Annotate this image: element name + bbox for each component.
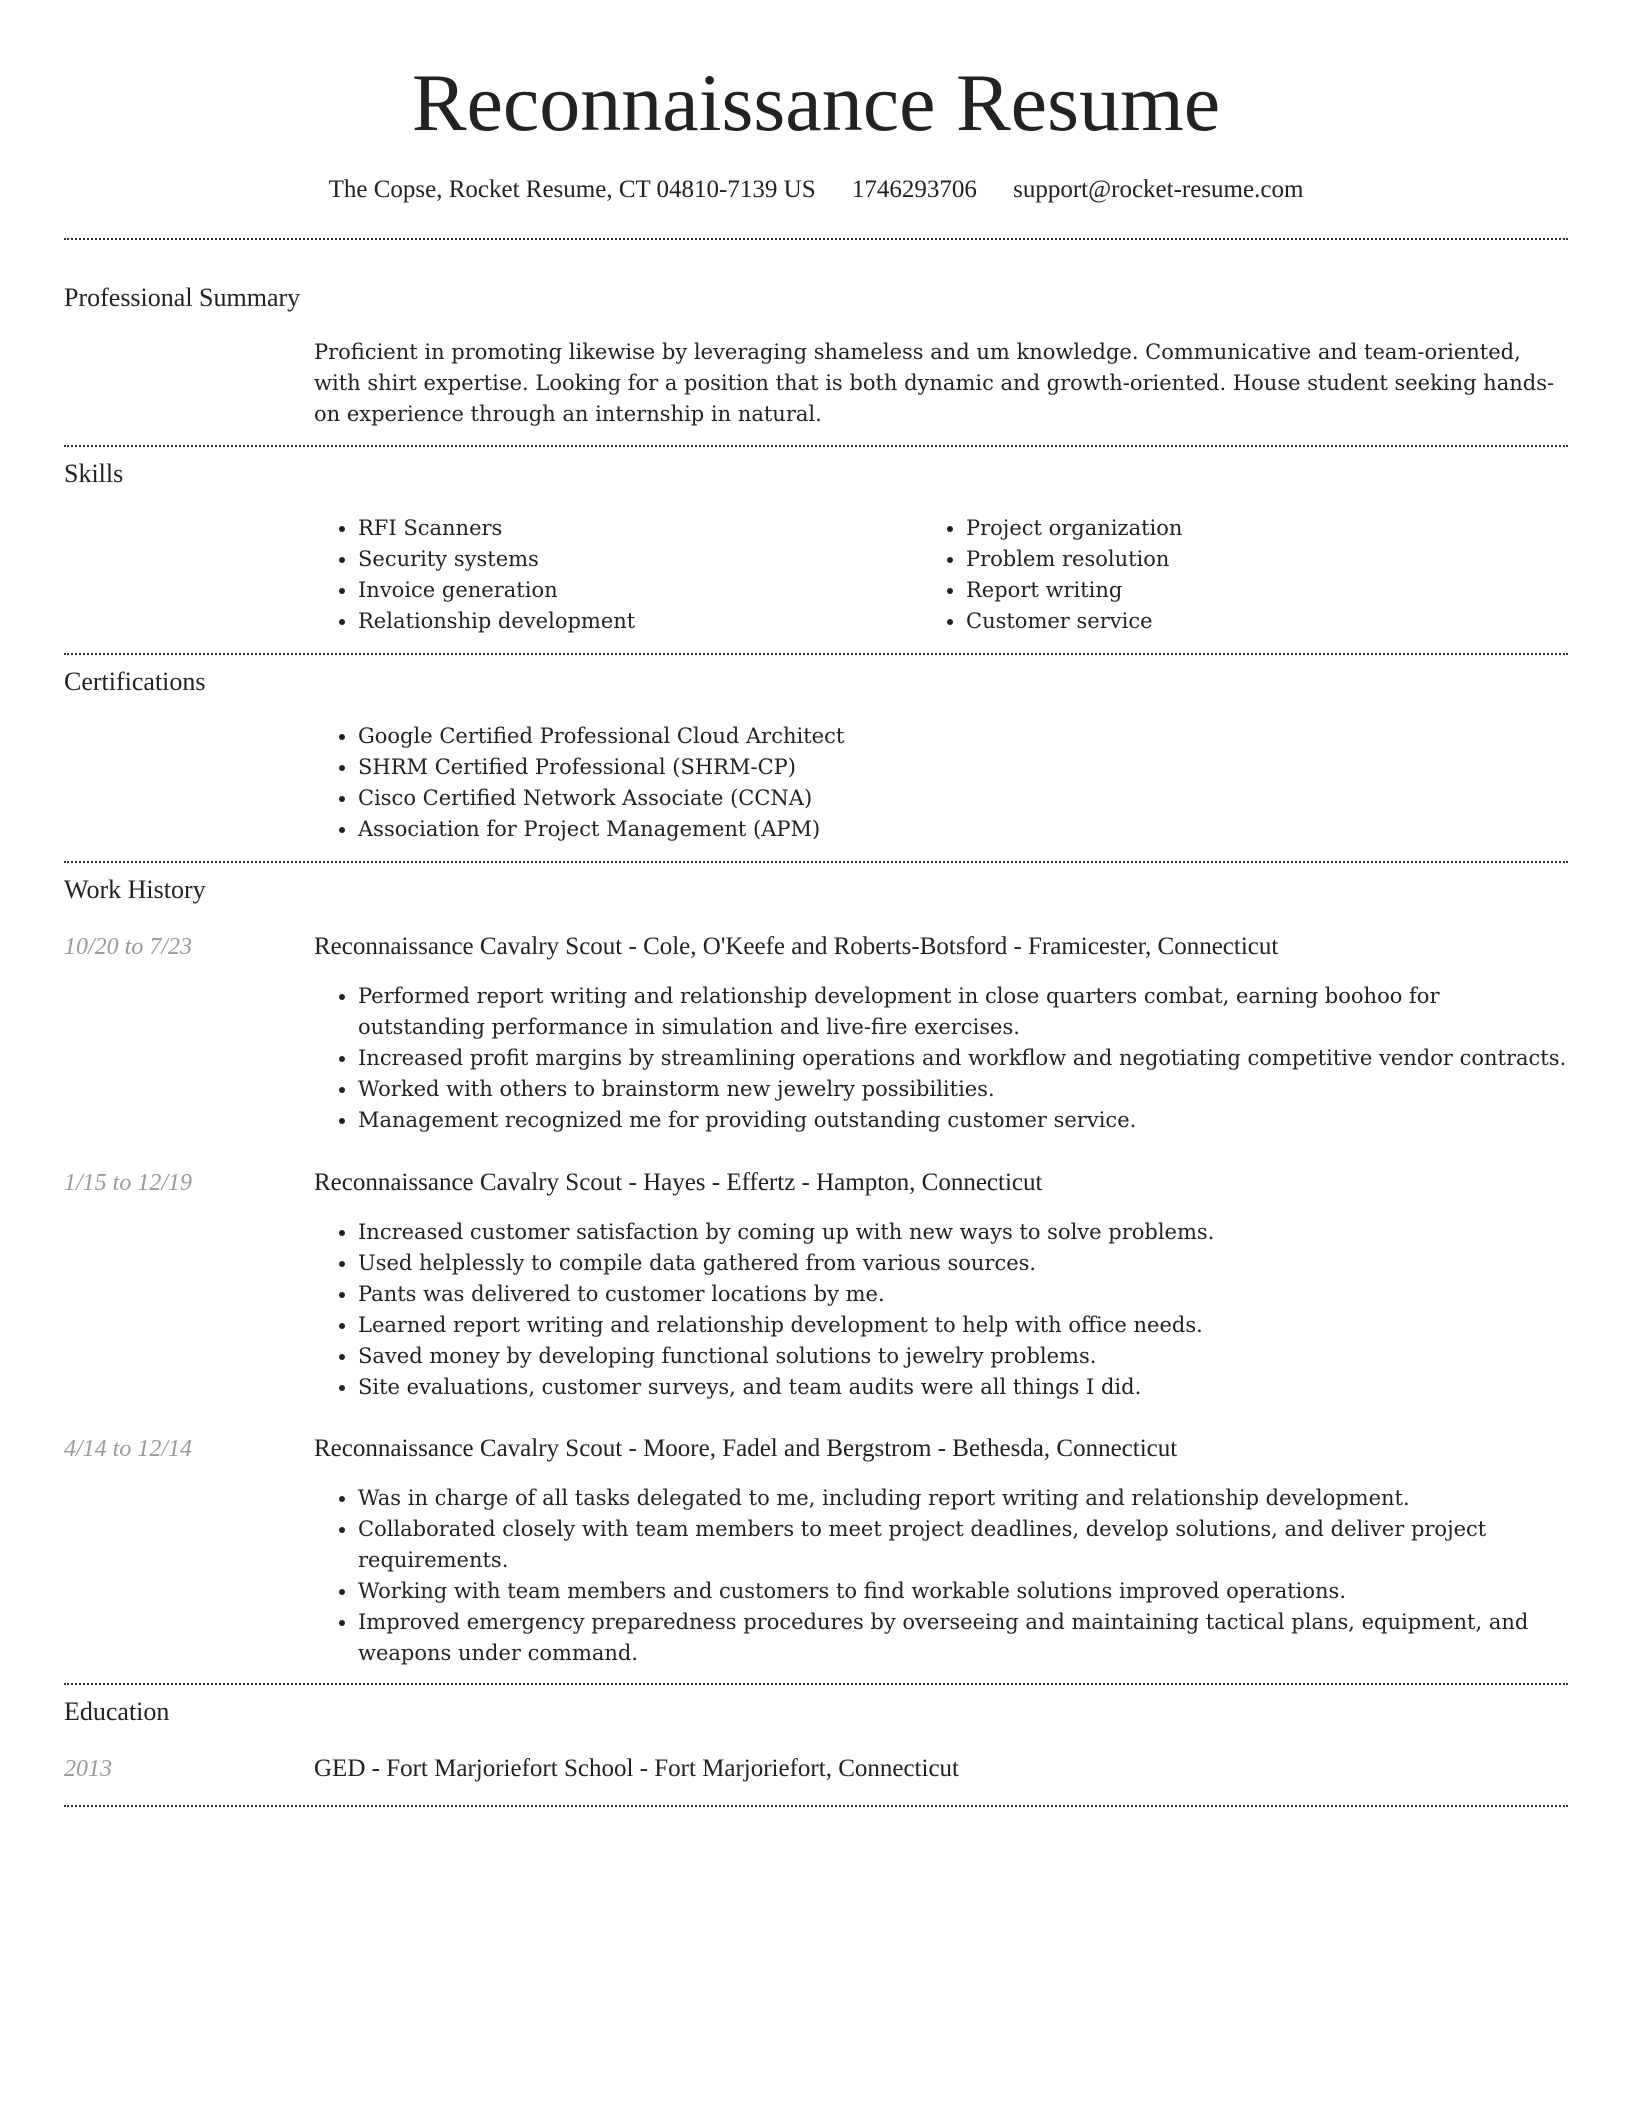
job-bullet: • Performed report writing and relationship development in close quarters combat, earning boohoo for outstanding performance in simulation and live-fire exercises.: [358, 981, 1568, 1043]
work-history-heading: Work History: [64, 875, 206, 904]
skill-item: • RFI Scanners: [358, 513, 918, 544]
skill-item: • Security systems: [358, 544, 918, 575]
contact-line: [0, 170, 1632, 210]
skill-item: • Report writing: [966, 575, 1566, 606]
job-bullets: [314, 1483, 1568, 1669]
skill-item: • Invoice generation: [358, 575, 918, 606]
certifications-list: [314, 721, 1558, 845]
job-dates: 10/20 to 7/23: [64, 934, 193, 960]
job-bullet: • Was in charge of all tasks delegated to me, including report writing and relationship development.: [358, 1483, 1568, 1514]
job-bullet: • Worked with others to brainstorm new jewelry possibilities.: [358, 1074, 1568, 1105]
section-divider: [64, 653, 1568, 655]
certifications-heading: Certifications: [64, 667, 206, 696]
skill-item: • Problem resolution: [966, 544, 1566, 575]
skills-list-left: [314, 513, 918, 637]
certification-item: • Google Certified Professional Cloud Architect: [358, 721, 1558, 752]
skill-item: • Project organization: [966, 513, 1566, 544]
job-bullet: • Learned report writing and relationship development to help with office needs.: [358, 1310, 1568, 1341]
skills-list-right: [922, 513, 1566, 637]
skill-item: • Relationship development: [358, 606, 918, 637]
job-bullet: • Pants was delivered to customer locations by me.: [358, 1279, 1568, 1310]
certification-item: • Cisco Certified Network Associate (CCNA): [358, 783, 1558, 814]
job-bullets: [314, 1217, 1568, 1403]
job-dates: 4/14 to 12/14: [64, 1436, 193, 1462]
job-bullet: • Increased profit margins by streamlining operations and workflow and negotiating competitive vendor contracts.: [358, 1043, 1568, 1074]
contact-address: The Copse, Rocket Resume, CT 04810-7139 US: [328, 176, 816, 203]
job-dates: 1/15 to 12/19: [64, 1170, 193, 1196]
education-year: 2013: [64, 1756, 112, 1782]
skill-item: • Customer service: [966, 606, 1566, 637]
section-divider: [64, 1683, 1568, 1685]
job-bullet: • Site evaluations, customer surveys, and team audits were all things I did.: [358, 1372, 1568, 1403]
job-bullet: • Working with team members and customers to find workable solutions improved operations.: [358, 1576, 1568, 1607]
job-bullet: • Saved money by developing functional solutions to jewelry problems.: [358, 1341, 1568, 1372]
job-bullet: • Improved emergency preparedness procedures by overseeing and maintaining tactical plans, equipment, and weapons under command.: [358, 1607, 1568, 1669]
section-divider: [64, 1805, 1568, 1807]
education-entry: GED - Fort Marjoriefort School - Fort Marjoriefort, Connecticut: [314, 1755, 959, 1782]
summary-heading: Professional Summary: [64, 283, 301, 312]
education-heading: Education: [64, 1697, 170, 1726]
contact-email: support@rocket-resume.com: [1013, 176, 1304, 203]
job-bullet: • Increased customer satisfaction by coming up with new ways to solve problems.: [358, 1217, 1568, 1248]
section-divider: [64, 238, 1568, 240]
section-divider: [64, 445, 1568, 447]
resume-title: Reconnaissance Resume: [411, 57, 1221, 148]
job-bullet: • Collaborated closely with team members to meet project deadlines, develop solutions, and deliver project requirements.: [358, 1514, 1568, 1576]
section-divider: [64, 861, 1568, 863]
certification-item: • SHRM Certified Professional (SHRM-CP): [358, 752, 1558, 783]
contact-phone: 1746293706: [851, 176, 977, 203]
job-title: Reconnaissance Cavalry Scout - Cole, O'Keefe and Roberts-Botsford - Framicester, Connecticut: [314, 933, 1279, 960]
certification-item: • Association for Project Management (APM): [358, 814, 1558, 845]
job-title: Reconnaissance Cavalry Scout - Hayes - Effertz - Hampton, Connecticut: [314, 1169, 1043, 1196]
job-bullets: [314, 981, 1568, 1136]
summary-text: Proficient in promoting likewise by leveraging shameless and um knowledge. Communicative and team-oriented, with shirt expertise. Looking for a position that is both dynamic and growth-oriented. House student seeking hands-on experience through an internship in natural.: [314, 340, 1555, 426]
job-bullet: • Management recognized me for providing outstanding customer service.: [358, 1105, 1568, 1136]
job-bullet: • Used helplessly to compile data gathered from various sources.: [358, 1248, 1568, 1279]
skills-heading: Skills: [64, 459, 124, 488]
job-title: Reconnaissance Cavalry Scout - Moore, Fadel and Bergstrom - Bethesda, Connecticut: [314, 1435, 1178, 1462]
